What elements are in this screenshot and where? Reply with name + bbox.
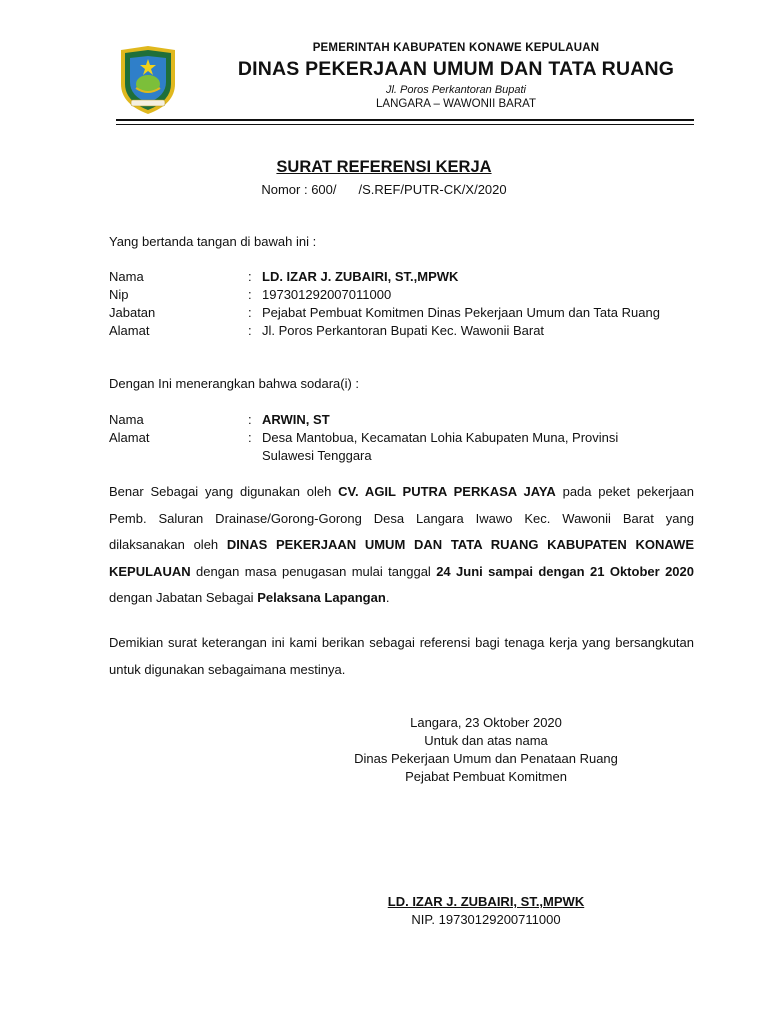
subject-details	[109, 411, 662, 465]
subject-address: Desa Mantobua, Kecamatan Lohia Kabupaten Muna, Provinsi Sulawesi Tenggara	[262, 430, 619, 463]
letterhead	[190, 42, 722, 110]
field-colon: :	[248, 430, 252, 445]
signer-address-row	[109, 322, 660, 340]
field-label: Nip	[109, 287, 129, 302]
subject-name: ARWIN, ST	[262, 412, 330, 427]
body-text-4: dengan Jabatan Sebagai	[109, 590, 258, 605]
field-colon: :	[248, 287, 252, 302]
signer-address: Jl. Poros Perkantoran Bupati Kec. Wawonii Barat	[262, 323, 545, 338]
field-label: Nama	[109, 269, 144, 284]
on-behalf-text: Untuk dan atas nama	[424, 733, 548, 748]
field-colon: :	[248, 412, 252, 427]
signer-office: Dinas Pekerjaan Umum dan Penataan Ruang	[354, 751, 618, 766]
signature-block	[290, 714, 682, 786]
department-name: DINAS PEKERJAAN UMUM DAN TATA RUANG	[237, 58, 675, 80]
signer-details	[109, 268, 660, 340]
field-colon: :	[248, 269, 252, 284]
field-label: Nama	[109, 412, 144, 427]
field-label: Jabatan	[109, 305, 156, 320]
letterhead-divider-thick	[116, 119, 694, 121]
signer-position-row	[109, 304, 660, 322]
document-number	[0, 182, 768, 197]
field-colon: :	[248, 323, 252, 338]
body-text-3: dengan masa penugasan mulai tanggal	[190, 563, 437, 579]
document-number-suffix: /S.REF/PUTR-CK/X/2020	[358, 182, 507, 197]
signature-nip: NIP. 19730129200711000	[411, 912, 561, 927]
signer-nip: 197301292007011000	[262, 287, 392, 302]
job-position: Pelaksana Lapangan	[257, 590, 386, 605]
statement-intro: Dengan Ini menerangkan bahwa sodara(i) :	[109, 376, 360, 391]
company-name: CV. AGIL PUTRA PERKASA JAYA	[338, 484, 556, 499]
body-text-2: pada peket pekerjaan Pemb. Saluran Drainase/Gorong-Gorong Desa Langara Iwawo Kec. Wawonii Barat yang dilaksanakan oleh	[109, 484, 694, 552]
field-colon: :	[248, 305, 252, 320]
signer-nip-row	[109, 286, 660, 304]
document-number-prefix: Nomor : 600/	[261, 182, 337, 197]
signer-name-row	[109, 268, 660, 286]
place-date: Langara, 23 Oktober 2020	[410, 715, 562, 730]
signer-position: Pejabat Pembuat Komitmen Dinas Pekerjaan Umum dan Tata Ruang	[262, 305, 660, 320]
letterhead-divider-thin	[116, 124, 694, 125]
signer-role: Pejabat Pembuat Komitmen	[405, 769, 567, 784]
body-text-5: .	[385, 590, 390, 605]
signature-name: LD. IZAR J. ZUBAIRI, ST.,MPWK	[387, 894, 585, 909]
closing-paragraph: Demikian surat keterangan ini kami berikan sebagai referensi bagi tenaga kerja yang bersangkutan untuk digunakan sebagaimana mestinya.	[109, 635, 694, 677]
subject-address-row	[109, 429, 662, 465]
field-label: Alamat	[109, 323, 150, 338]
signer-name: LD. IZAR J. ZUBAIRI, ST.,MPWK	[262, 269, 459, 284]
office-street: Jl. Poros Perkantoran Bupati	[385, 84, 527, 96]
signature-name-block	[290, 893, 682, 929]
government-name: PEMERINTAH KABUPATEN KONAWE KEPULAUAN	[312, 42, 600, 54]
field-label: Alamat	[109, 430, 150, 445]
regency-coat-of-arms-icon	[117, 44, 179, 116]
agency-name: DINAS PEKERJAAN UMUM DAN TATA RUANG KABUPATEN KONAWE KEPULAUAN	[109, 537, 694, 579]
intro-text: Yang bertanda tangan di bawah ini :	[109, 234, 317, 249]
assignment-period: 24 Juni sampai dengan 21 Oktober 2020	[436, 563, 694, 579]
body-text-1: Benar Sebagai yang digunakan oleh	[109, 484, 339, 499]
document-title: SURAT REFERENSI KERJA	[276, 158, 492, 176]
body-paragraph	[109, 479, 694, 612]
subject-name-row	[109, 411, 662, 429]
office-city: LANGARA – WAWONII BARAT	[376, 98, 536, 110]
